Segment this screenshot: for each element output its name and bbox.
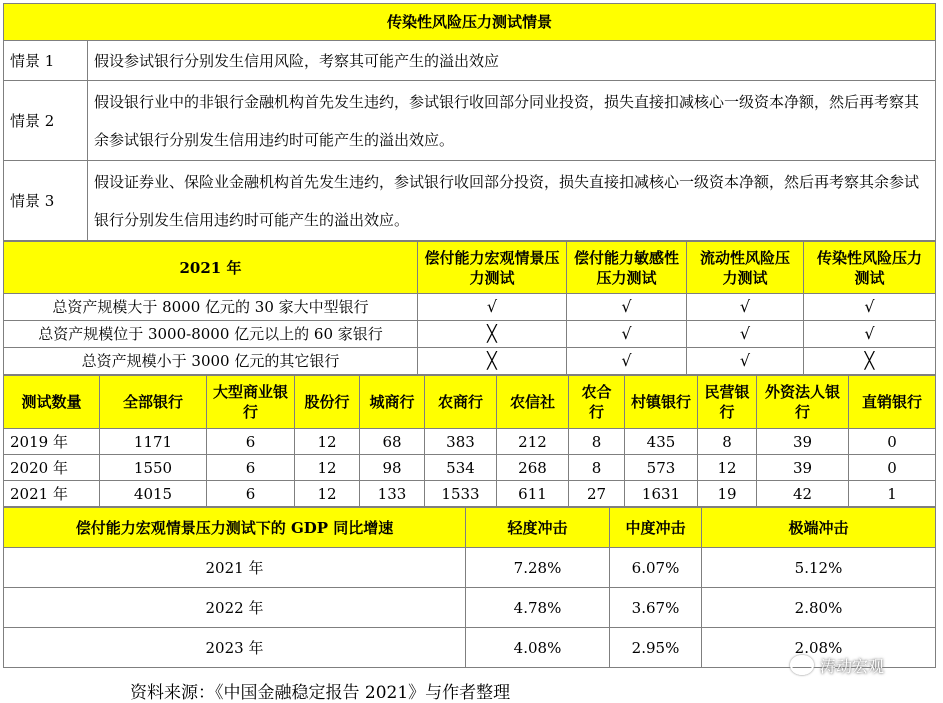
cross-mark: ╳ — [418, 348, 567, 375]
check-mark: √ — [804, 294, 936, 321]
counts-header: 农信社 — [497, 376, 569, 429]
counts-header: 直销银行 — [849, 376, 936, 429]
scenario-text: 假设参试银行分别发生信用风险，考察其可能产生的溢出效应 — [88, 41, 936, 81]
scenario-label: 情景 1 — [4, 41, 88, 81]
gdp-table — [3, 507, 936, 668]
coverage-col-header: 偿付能力敏感性压力测试 — [567, 242, 687, 294]
scenario-title: 传染性风险压力测试情景 — [4, 4, 936, 41]
counts-cell: 68 — [360, 429, 425, 455]
counts-cell: 1550 — [100, 455, 207, 481]
counts-cell: 1533 — [425, 481, 497, 507]
counts-cell: 1171 — [100, 429, 207, 455]
gdp-header: 中度冲击 — [610, 508, 702, 548]
gdp-header: 极端冲击 — [702, 508, 936, 548]
cross-mark: ╳ — [804, 348, 936, 375]
counts-header: 农商行 — [425, 376, 497, 429]
counts-cell: 573 — [625, 455, 698, 481]
report-tables — [3, 3, 935, 668]
gdp-year: 2021 年 — [4, 548, 466, 588]
table-row — [4, 548, 936, 588]
coverage-row-label: 总资产规模大于 8000 亿元的 30 家大中型银行 — [4, 294, 418, 321]
check-mark: √ — [687, 294, 804, 321]
counts-cell: 133 — [360, 481, 425, 507]
table-row — [4, 481, 936, 507]
coverage-table — [3, 241, 936, 375]
counts-cell: 534 — [425, 455, 497, 481]
counts-cell: 6 — [207, 455, 295, 481]
counts-cell: 27 — [569, 481, 625, 507]
scenario-label: 情景 3 — [4, 161, 88, 241]
counts-cell: 0 — [849, 455, 936, 481]
counts-cell: 435 — [625, 429, 698, 455]
table-row — [4, 455, 936, 481]
gdp-cell: 4.78% — [466, 588, 610, 628]
table-row — [4, 588, 936, 628]
gdp-cell: 5.12% — [702, 548, 936, 588]
coverage-year-header: 2021 年 — [4, 242, 418, 294]
gdp-cell: 6.07% — [610, 548, 702, 588]
check-mark: √ — [567, 348, 687, 375]
counts-cell: 6 — [207, 429, 295, 455]
counts-header: 外资法人银行 — [757, 376, 849, 429]
counts-header: 城商行 — [360, 376, 425, 429]
counts-cell: 12 — [295, 455, 360, 481]
counts-cell: 8 — [569, 455, 625, 481]
counts-header: 测试数量 — [4, 376, 100, 429]
counts-cell: 12 — [698, 455, 757, 481]
counts-header: 股份行 — [295, 376, 360, 429]
counts-header: 大型商业银行 — [207, 376, 295, 429]
check-mark: √ — [804, 321, 936, 348]
counts-cell: 8 — [698, 429, 757, 455]
counts-header: 农合行 — [569, 376, 625, 429]
counts-cell: 42 — [757, 481, 849, 507]
coverage-col-header: 传染性风险压力测试 — [804, 242, 936, 294]
check-mark: √ — [567, 321, 687, 348]
coverage-row-label: 总资产规模小于 3000 亿元的其它银行 — [4, 348, 418, 375]
counts-cell: 12 — [295, 429, 360, 455]
gdp-cell: 2.08% — [702, 628, 936, 668]
gdp-cell: 2.95% — [610, 628, 702, 668]
counts-header: 全部银行 — [100, 376, 207, 429]
counts-header: 村镇银行 — [625, 376, 698, 429]
counts-cell: 39 — [757, 455, 849, 481]
counts-cell: 2021 年 — [4, 481, 100, 507]
watermark-text: 涛动宏观 — [820, 656, 885, 676]
counts-cell: 8 — [569, 429, 625, 455]
source-note: 资料来源：《中国金融稳定报告 2021》与作者整理 — [130, 683, 511, 703]
counts-cell: 383 — [425, 429, 497, 455]
counts-cell: 4015 — [100, 481, 207, 507]
scenario-table — [3, 3, 936, 241]
watermark — [790, 650, 915, 680]
gdp-year: 2023 年 — [4, 628, 466, 668]
scenario-text: 假设银行业中的非银行金融机构首先发生违约，参试银行收回部分同业投资，损失直接扣减核心一级资本净额，然后再考察其余参试银行分别发生信用违约时可能产生的溢出效应。 — [88, 81, 936, 161]
counts-cell: 98 — [360, 455, 425, 481]
counts-cell: 1 — [849, 481, 936, 507]
counts-header: 民营银行 — [698, 376, 757, 429]
check-mark: √ — [567, 294, 687, 321]
counts-cell: 6 — [207, 481, 295, 507]
counts-cell: 1631 — [625, 481, 698, 507]
coverage-col-header: 流动性风险压力测试 — [687, 242, 804, 294]
check-mark: √ — [687, 321, 804, 348]
counts-cell: 19 — [698, 481, 757, 507]
gdp-cell: 2.80% — [702, 588, 936, 628]
chat-bubble-icon — [790, 655, 814, 675]
counts-cell: 2020 年 — [4, 455, 100, 481]
gdp-cell: 3.67% — [610, 588, 702, 628]
counts-cell: 39 — [757, 429, 849, 455]
gdp-year: 2022 年 — [4, 588, 466, 628]
coverage-row-label: 总资产规模位于 3000-8000 亿元以上的 60 家银行 — [4, 321, 418, 348]
coverage-col-header: 偿付能力宏观情景压力测试 — [418, 242, 567, 294]
gdp-header: 偿付能力宏观情景压力测试下的 GDP 同比增速 — [4, 508, 466, 548]
counts-cell: 611 — [497, 481, 569, 507]
scenario-text: 假设证券业、保险业金融机构首先发生违约，参试银行收回部分投资，损失直接扣减核心一级资本净额，然后再考察其余参试银行分别发生信用违约时可能产生的溢出效应。 — [88, 161, 936, 241]
counts-table — [3, 375, 936, 507]
check-mark: √ — [687, 348, 804, 375]
check-mark: √ — [418, 294, 567, 321]
counts-cell: 2019 年 — [4, 429, 100, 455]
counts-cell: 12 — [295, 481, 360, 507]
table-row — [4, 429, 936, 455]
counts-cell: 0 — [849, 429, 936, 455]
cross-mark: ╳ — [418, 321, 567, 348]
scenario-label: 情景 2 — [4, 81, 88, 161]
gdp-cell: 7.28% — [466, 548, 610, 588]
counts-cell: 212 — [497, 429, 569, 455]
gdp-cell: 4.08% — [466, 628, 610, 668]
counts-cell: 268 — [497, 455, 569, 481]
gdp-header: 轻度冲击 — [466, 508, 610, 548]
